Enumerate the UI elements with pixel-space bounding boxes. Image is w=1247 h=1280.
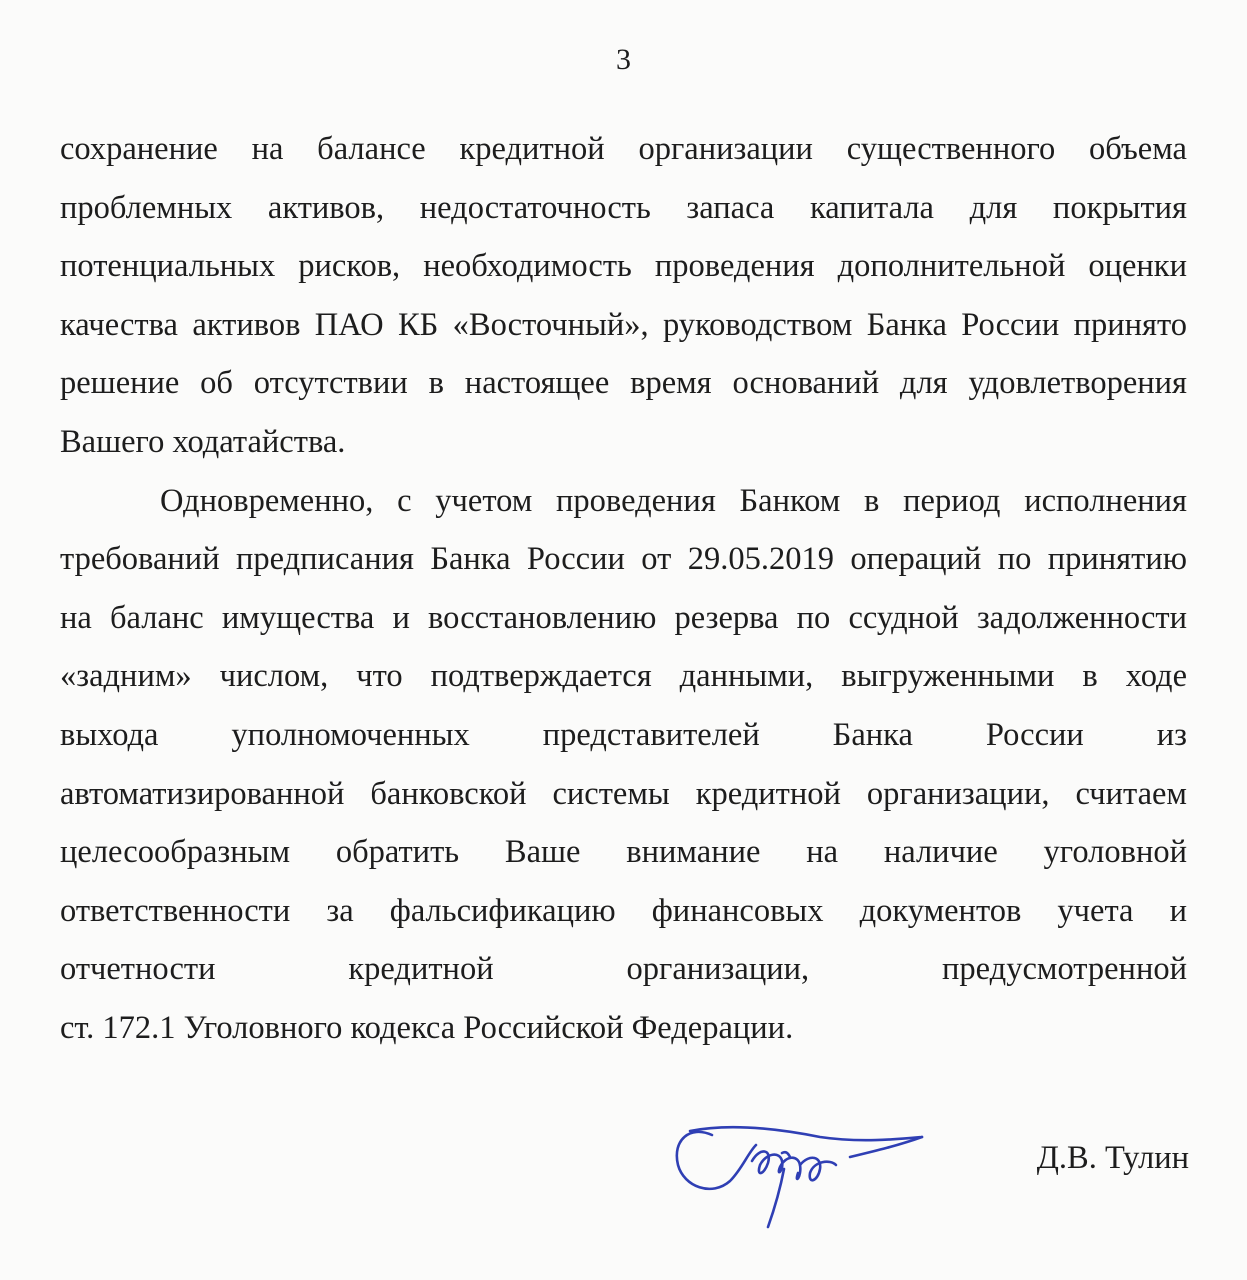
signature-drawing [660,1095,940,1235]
signatory-name: Д.В. Тулин [1036,1140,1189,1176]
signature-strokes [677,1127,922,1227]
letter-body [60,120,1187,1058]
text-line: сохранение на балансе кредитной организации существенного объема [60,131,1187,167]
paragraph-1 [60,120,1187,472]
text-line: ст. 172.1 Уголовного кодекса Российской Федерации. [60,1009,794,1046]
text-line: качества активов ПАО КБ «Восточный», руководством Банка России принято [60,306,1187,343]
text-line: потенциальных рисков, необходимость проведения дополнительной оценки [60,248,1187,285]
text-line: автоматизированной банковской системы кредитной организации, считаем [60,775,1187,812]
text-line: отчетности кредитной организации, предусмотренной [60,951,1187,988]
handwritten-signature [660,1095,940,1235]
page-number: 3 [616,43,631,76]
text-line: «задним» числом, что подтверждается данными, выгруженными в ходе [60,658,1187,695]
text-line: требований предписания Банка России от 29.05.2019 операций по принятию [60,541,1187,578]
text-line: решение об отсутствии в настоящее время оснований для удовлетворения [60,365,1187,402]
paragraph-2 [60,472,1187,1058]
text-line: Одновременно, с учетом проведения Банком в период исполнения [160,482,1187,519]
text-line: ответственности за фальсификацию финансовых документов учета и [60,892,1187,929]
text-line: выхода уполномоченных представителей Банка России из [60,716,1187,753]
text-line: проблемных активов, недостаточность запаса капитала для покрытия [60,189,1187,226]
text-line: Вашего ходатайства. [60,423,346,460]
text-line: на баланс имущества и восстановлению резерва по ссудной задолженности [60,599,1187,636]
text-line: целесообразным обратить Ваше внимание на наличие уголовной [60,834,1187,871]
